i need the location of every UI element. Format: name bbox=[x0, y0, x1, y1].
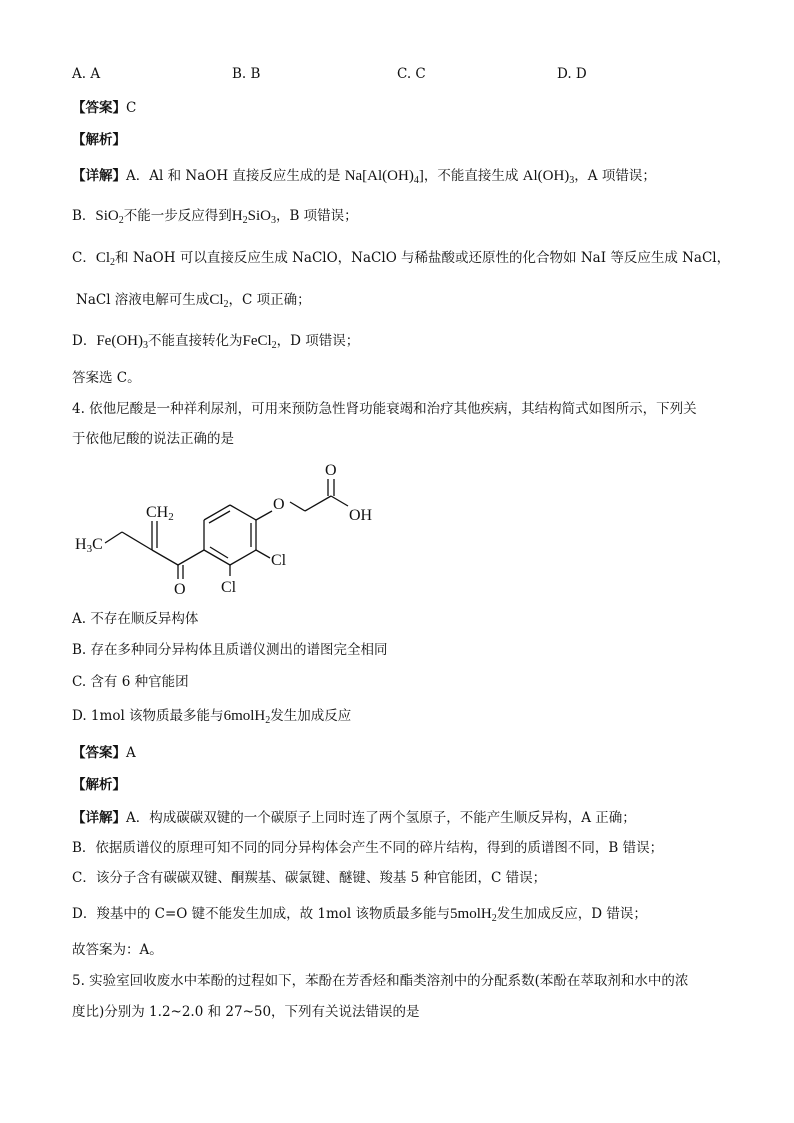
formula-al-oh3: $Al(OH)_3$ bbox=[522, 168, 575, 186]
q3-detail-c: C．$Cl_2$和 NaOH 可以直接反应生成 NaClO，NaClO 与稀盐酸或还原性的化合物如 NaI 等反应生成 NaCl， bbox=[72, 250, 731, 268]
q5-stem-line1: 5. 实验室回收废水中苯酚的过程如下，苯酚在芳香烃和酯类溶剂中的分配系数(苯酚在萃取剂和水中的浓 bbox=[72, 973, 689, 989]
q3-detail-a: 【详解】A．Al 和 NaOH 直接反应生成的是 $Na[Al(OH)_4]$，不能直接生成 $Al(OH)_3$，A 项错误； bbox=[72, 168, 656, 186]
label-cl-2: Cl bbox=[221, 579, 237, 596]
q4-answer: 【答案】A bbox=[72, 745, 136, 761]
formula-fecl2: FeCl$_2$ bbox=[242, 333, 277, 351]
formula-fe-oh3: $Fe(OH)_3$ bbox=[96, 333, 148, 351]
q3-option-b: B. B bbox=[232, 66, 261, 82]
formula-cl2: $Cl_2$ bbox=[95, 250, 116, 268]
formula-h2sio3: $H_2SiO_3$ bbox=[231, 208, 276, 226]
q4-option-b: B. 存在多种同分异构体且质谱仪测出的谱图完全相同 bbox=[72, 642, 388, 658]
label-ketone-o: O bbox=[174, 581, 186, 598]
q4-analysis-label: 【解析】 bbox=[72, 777, 126, 793]
label-ether-o: O bbox=[273, 496, 285, 513]
q4-detail-a: 【详解】A．构成碳碳双键的一个碳原子上同时连了两个氢原子，不能产生顺反异构，A 正确； bbox=[72, 810, 636, 826]
label-ch2: CH2 bbox=[146, 504, 174, 523]
q3-options bbox=[72, 66, 732, 86]
answer-value: C bbox=[126, 100, 137, 116]
formula-na-al-oh4: $Na[Al(OH)_4]$ bbox=[344, 168, 424, 186]
answer-label: 【答案】 bbox=[72, 100, 126, 116]
q4-option-a: A. 不存在顺反异构体 bbox=[72, 611, 199, 627]
detail-label: 【详解】 bbox=[72, 168, 126, 184]
q4-stem-line1: 4. 依他尼酸是一种祥利尿剂，可用来预防急性肾功能衰竭和治疗其他疾病，其结构简式如图所示，下列关 bbox=[72, 401, 697, 417]
q5-stem-line2: 度比)分别为 1.2~2.0 和 27~50，下列有关说法错误的是 bbox=[72, 1004, 420, 1020]
q3-analysis-label: 【解析】 bbox=[72, 132, 126, 148]
formula-6molh2: 6molH$_2$ bbox=[223, 708, 271, 726]
formula-cl2-b: $Cl_2$ bbox=[209, 292, 229, 310]
q4-option-d: D. 1mol 该物质最多能与6molH$_2$发生加成反应 bbox=[72, 708, 352, 726]
label-h3c: H3C bbox=[75, 536, 103, 555]
q4-option-c: C. 含有 6 种官能团 bbox=[72, 674, 189, 690]
q3-option-d: D. D bbox=[557, 66, 587, 82]
label-carbonyl-o: O bbox=[325, 462, 337, 479]
q3-conclusion: 答案选 C。 bbox=[72, 370, 141, 386]
q3-detail-b: B．SiO$_2$不能一步反应得到$H_2SiO_3$，B 项错误； bbox=[72, 208, 358, 226]
q3-option-a: A. A bbox=[72, 66, 101, 82]
q4-conclusion: 故答案为：A。 bbox=[72, 942, 163, 958]
label-oh: OH bbox=[349, 507, 373, 524]
q3-detail-c-cont: NaCl 溶液电解可生成$Cl_2$，C 项正确； bbox=[76, 292, 311, 310]
formula-5molh2: 5molH$_2$ bbox=[450, 906, 497, 924]
q4-stem-line2: 于依他尼酸的说法正确的是 bbox=[72, 431, 234, 447]
formula-sio2: SiO$_2$ bbox=[95, 208, 124, 226]
ethacrynic-acid-structure bbox=[60, 455, 400, 605]
q3-option-c: C. C bbox=[397, 66, 426, 82]
q3-answer bbox=[72, 98, 136, 118]
q3-detail-d: D．$Fe(OH)_3$不能直接转化为FeCl$_2$，D 项错误； bbox=[72, 333, 360, 351]
q4-detail-d: D．羧基中的 C=O 键不能发生加成，故 1mol 该物质最多能与5molH$_2$发生加成反应，D 错误； bbox=[72, 906, 647, 924]
q4-detail-b: B．依据质谱仪的原理可知不同的同分异构体会产生不同的碎片结构，得到的质谱图不同，B 错误； bbox=[72, 840, 664, 856]
label-cl-1: Cl bbox=[271, 552, 287, 569]
q4-detail-c: C．该分子含有碳碳双键、酮羰基、碳氯键、醚键、羧基 5 种官能团，C 错误； bbox=[72, 870, 547, 886]
